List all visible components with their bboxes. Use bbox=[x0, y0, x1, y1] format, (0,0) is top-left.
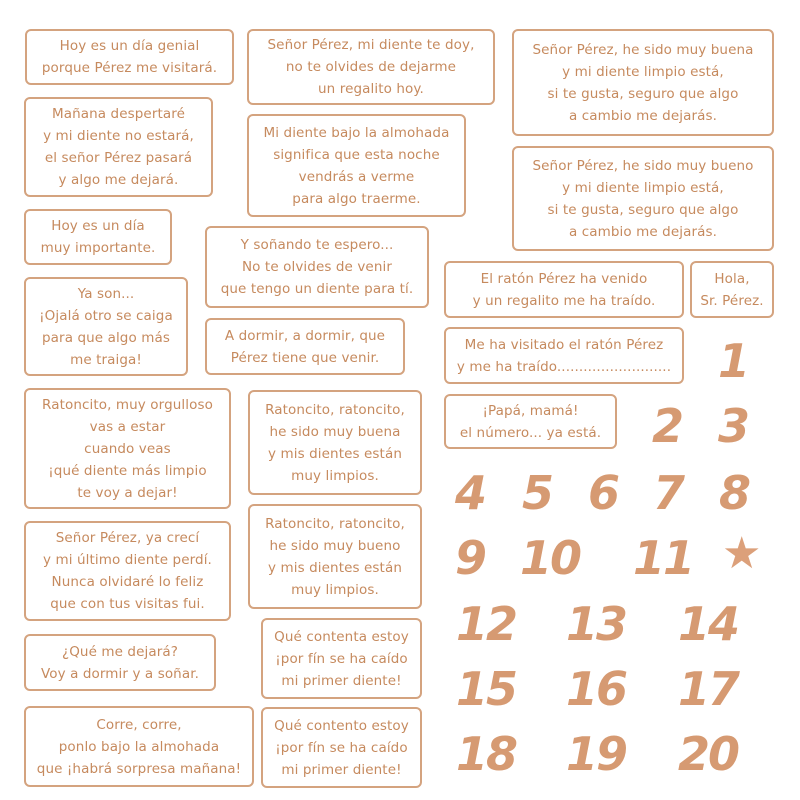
message-card: Corre, corre, ponlo bajo la almohada que ¡habrá sorpresa mañana! bbox=[24, 706, 254, 787]
message-card: Señor Pérez, he sido muy buena y mi diente limpio está, si te gusta, seguro que algo a cambio me dejarás. bbox=[512, 29, 774, 136]
number-label: 12 bbox=[456, 597, 517, 651]
number-label: 16 bbox=[566, 662, 627, 716]
message-card: ¿Qué me dejará? Voy a dormir y a soñar. bbox=[24, 634, 216, 691]
message-card: Señor Pérez, he sido muy bueno y mi diente limpio está, si te gusta, seguro que algo a cambio me dejarás. bbox=[512, 146, 774, 251]
number-label: 10 bbox=[520, 531, 581, 585]
number-label: 1 bbox=[718, 334, 749, 388]
number-label: 11 bbox=[633, 531, 694, 585]
number-label: 7 bbox=[653, 466, 684, 520]
message-card: Señor Pérez, mi diente te doy, no te olvides de dejarme un regalito hoy. bbox=[247, 29, 495, 105]
number-label: 15 bbox=[456, 662, 517, 716]
message-card: Hola, Sr. Pérez. bbox=[690, 261, 774, 318]
message-card: Ratoncito, ratoncito, he sido muy bueno y mis dientes están muy limpios. bbox=[248, 504, 422, 609]
number-label: 3 bbox=[718, 399, 749, 453]
message-card: Ratoncito, ratoncito, he sido muy buena y mis dientes están muy limpios. bbox=[248, 390, 422, 495]
message-card: Y soñando te espero... No te olvides de venir que tengo un diente para tí. bbox=[205, 226, 429, 308]
number-label: 8 bbox=[719, 466, 750, 520]
message-card: A dormir, a dormir, que Pérez tiene que venir. bbox=[205, 318, 405, 375]
message-card: Mañana despertaré y mi diente no estará, el señor Pérez pasará y algo me dejará. bbox=[24, 97, 213, 197]
number-label: 5 bbox=[522, 466, 553, 520]
number-label: 13 bbox=[566, 597, 627, 651]
number-label: 14 bbox=[678, 597, 739, 651]
message-card: Señor Pérez, ya crecí y mi último diente perdí. Nunca olvidaré lo feliz que con tus visitas fui. bbox=[24, 521, 231, 621]
number-label: 17 bbox=[678, 662, 739, 716]
number-label: 9 bbox=[455, 531, 486, 585]
number-label: 19 bbox=[566, 727, 627, 781]
message-card: Qué contento estoy ¡por fín se ha caído mi primer diente! bbox=[261, 707, 422, 788]
number-label: 4 bbox=[455, 466, 486, 520]
message-card: Ya son... ¡Ojalá otro se caiga para que algo más me traiga! bbox=[24, 277, 188, 376]
number-label: 18 bbox=[456, 727, 517, 781]
message-card: Ratoncito, muy orgulloso vas a estar cuando veas ¡qué diente más limpio te voy a dejar! bbox=[24, 388, 231, 509]
message-card: ¡Papá, mamá! el número... ya está. bbox=[444, 394, 617, 449]
number-label: 20 bbox=[678, 727, 739, 781]
star-icon: ★ bbox=[722, 528, 762, 579]
message-card: Mi diente bajo la almohada significa que esta noche vendrás a verme para algo traerme. bbox=[247, 114, 466, 217]
number-label: 6 bbox=[588, 466, 619, 520]
message-card: Hoy es un día muy importante. bbox=[24, 209, 172, 265]
message-card: Hoy es un día genial porque Pérez me visitará. bbox=[25, 29, 234, 85]
message-card: Qué contenta estoy ¡por fín se ha caído mi primer diente! bbox=[261, 618, 422, 699]
number-label: 2 bbox=[652, 399, 683, 453]
message-card: Me ha visitado el ratón Pérez y me ha traído.......................... bbox=[444, 327, 684, 384]
message-card: El ratón Pérez ha venido y un regalito me ha traído. bbox=[444, 261, 684, 318]
